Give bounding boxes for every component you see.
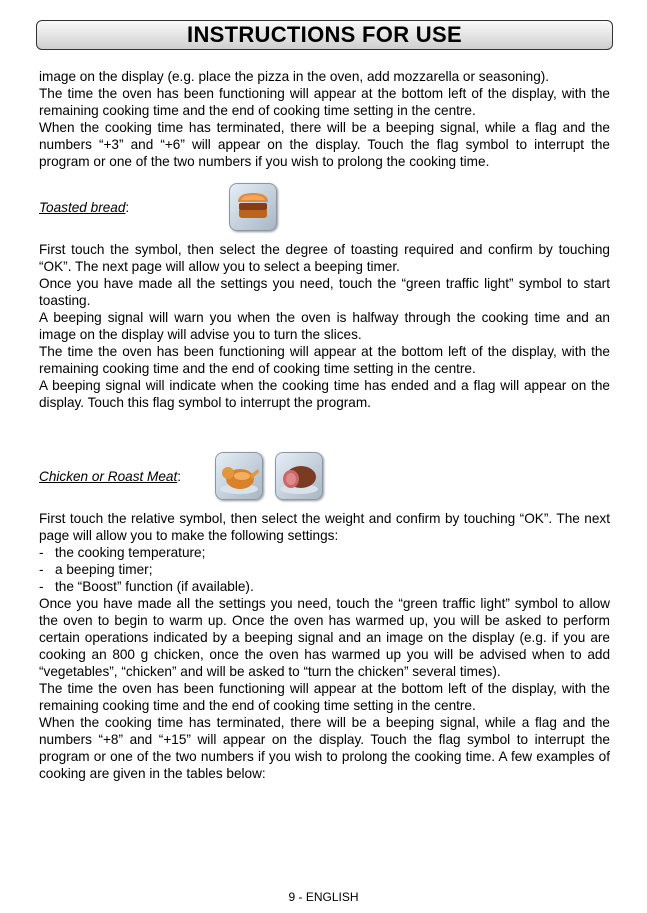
page-header (36, 20, 613, 50)
paragraph: The time the oven has been functioning will appear at the bottom left of the display, with the remaining cooking time and the end of cooking time setting in the centre. (39, 344, 610, 376)
document-body (39, 68, 610, 782)
settings-list (39, 544, 610, 595)
section-heading: Toasted bread (39, 199, 126, 215)
heading-colon: : (125, 199, 130, 215)
paragraph: First touch the symbol, then select the degree of toasting required and confirm by touching “OK”. The next page will allow you to select a beeping timer. (39, 242, 610, 274)
paragraph: Once you have made all the settings you need, touch the “green traffic light” symbol to allow the oven to begin to warm up. Once the oven has warmed up, you will be asked to perform certain operations indicated by a beeping signal and an image on the display (e.g. if you are cooking an 800 g chicken, once the oven has warmed up you will be advised when to add “vegetables”, “chicken” and will be asked to “turn the chicken” several times). (39, 596, 610, 679)
paragraph: When the cooking time has terminated, there will be a beeping signal, while a flag and the numbers “+3” and “+6” will appear on the display. Touch the flag symbol to interrupt the program or one of the two numbers if you wish to prolong the cooking time. (39, 120, 610, 169)
list-item: - a beeping timer; (39, 561, 610, 578)
paragraph: A beeping signal will warn you when the oven is halfway through the cooking time and an image on the display will advise you to turn the slices. (39, 310, 610, 342)
paragraph: When the cooking time has terminated, there will be a beeping signal, while a flag and the numbers “+8” and “+15” will appear on the display. Touch the flag symbol to interrupt the program or one of the two numbers if you wish to prolong the cooking time. A few examples of cooking are given in the tables below: (39, 715, 610, 781)
toast-section-heading (39, 182, 610, 232)
page-footer (0, 890, 647, 904)
section-heading: Chicken or Roast Meat (39, 468, 178, 484)
paragraph: The time the oven has been functioning will appear at the bottom left of the display, with the remaining cooking time and the end of cooking time setting in the centre. (39, 681, 610, 713)
toast-icon (229, 183, 277, 231)
page-number: 9 - ENGLISH (288, 890, 359, 904)
list-item: - the “Boost” function (if available). (39, 578, 610, 595)
paragraph: A beeping signal will indicate when the cooking time has ended and a flag will appear on the display. Touch this flag symbol to interrupt the program. (39, 378, 610, 410)
paragraph: The time the oven has been functioning will appear at the bottom left of the display, with the remaining cooking time and the end of cooking time setting in the centre. (39, 86, 610, 118)
paragraph: First touch the relative symbol, then select the weight and confirm by touching “OK”. The next page will allow you to make the following settings: (39, 511, 610, 543)
roast-meat-icon (275, 452, 323, 500)
paragraph: image on the display (e.g. place the pizza in the oven, add mozzarella or seasoning). (39, 69, 550, 84)
chicken-section-heading (39, 451, 610, 501)
page-title: INSTRUCTIONS FOR USE (187, 22, 462, 47)
paragraph: Once you have made all the settings you need, touch the “green traffic light” symbol to start toasting. (39, 276, 610, 308)
list-item: - the cooking temperature; (39, 544, 610, 561)
roast-chicken-icon (215, 452, 263, 500)
heading-colon: : (177, 468, 182, 484)
